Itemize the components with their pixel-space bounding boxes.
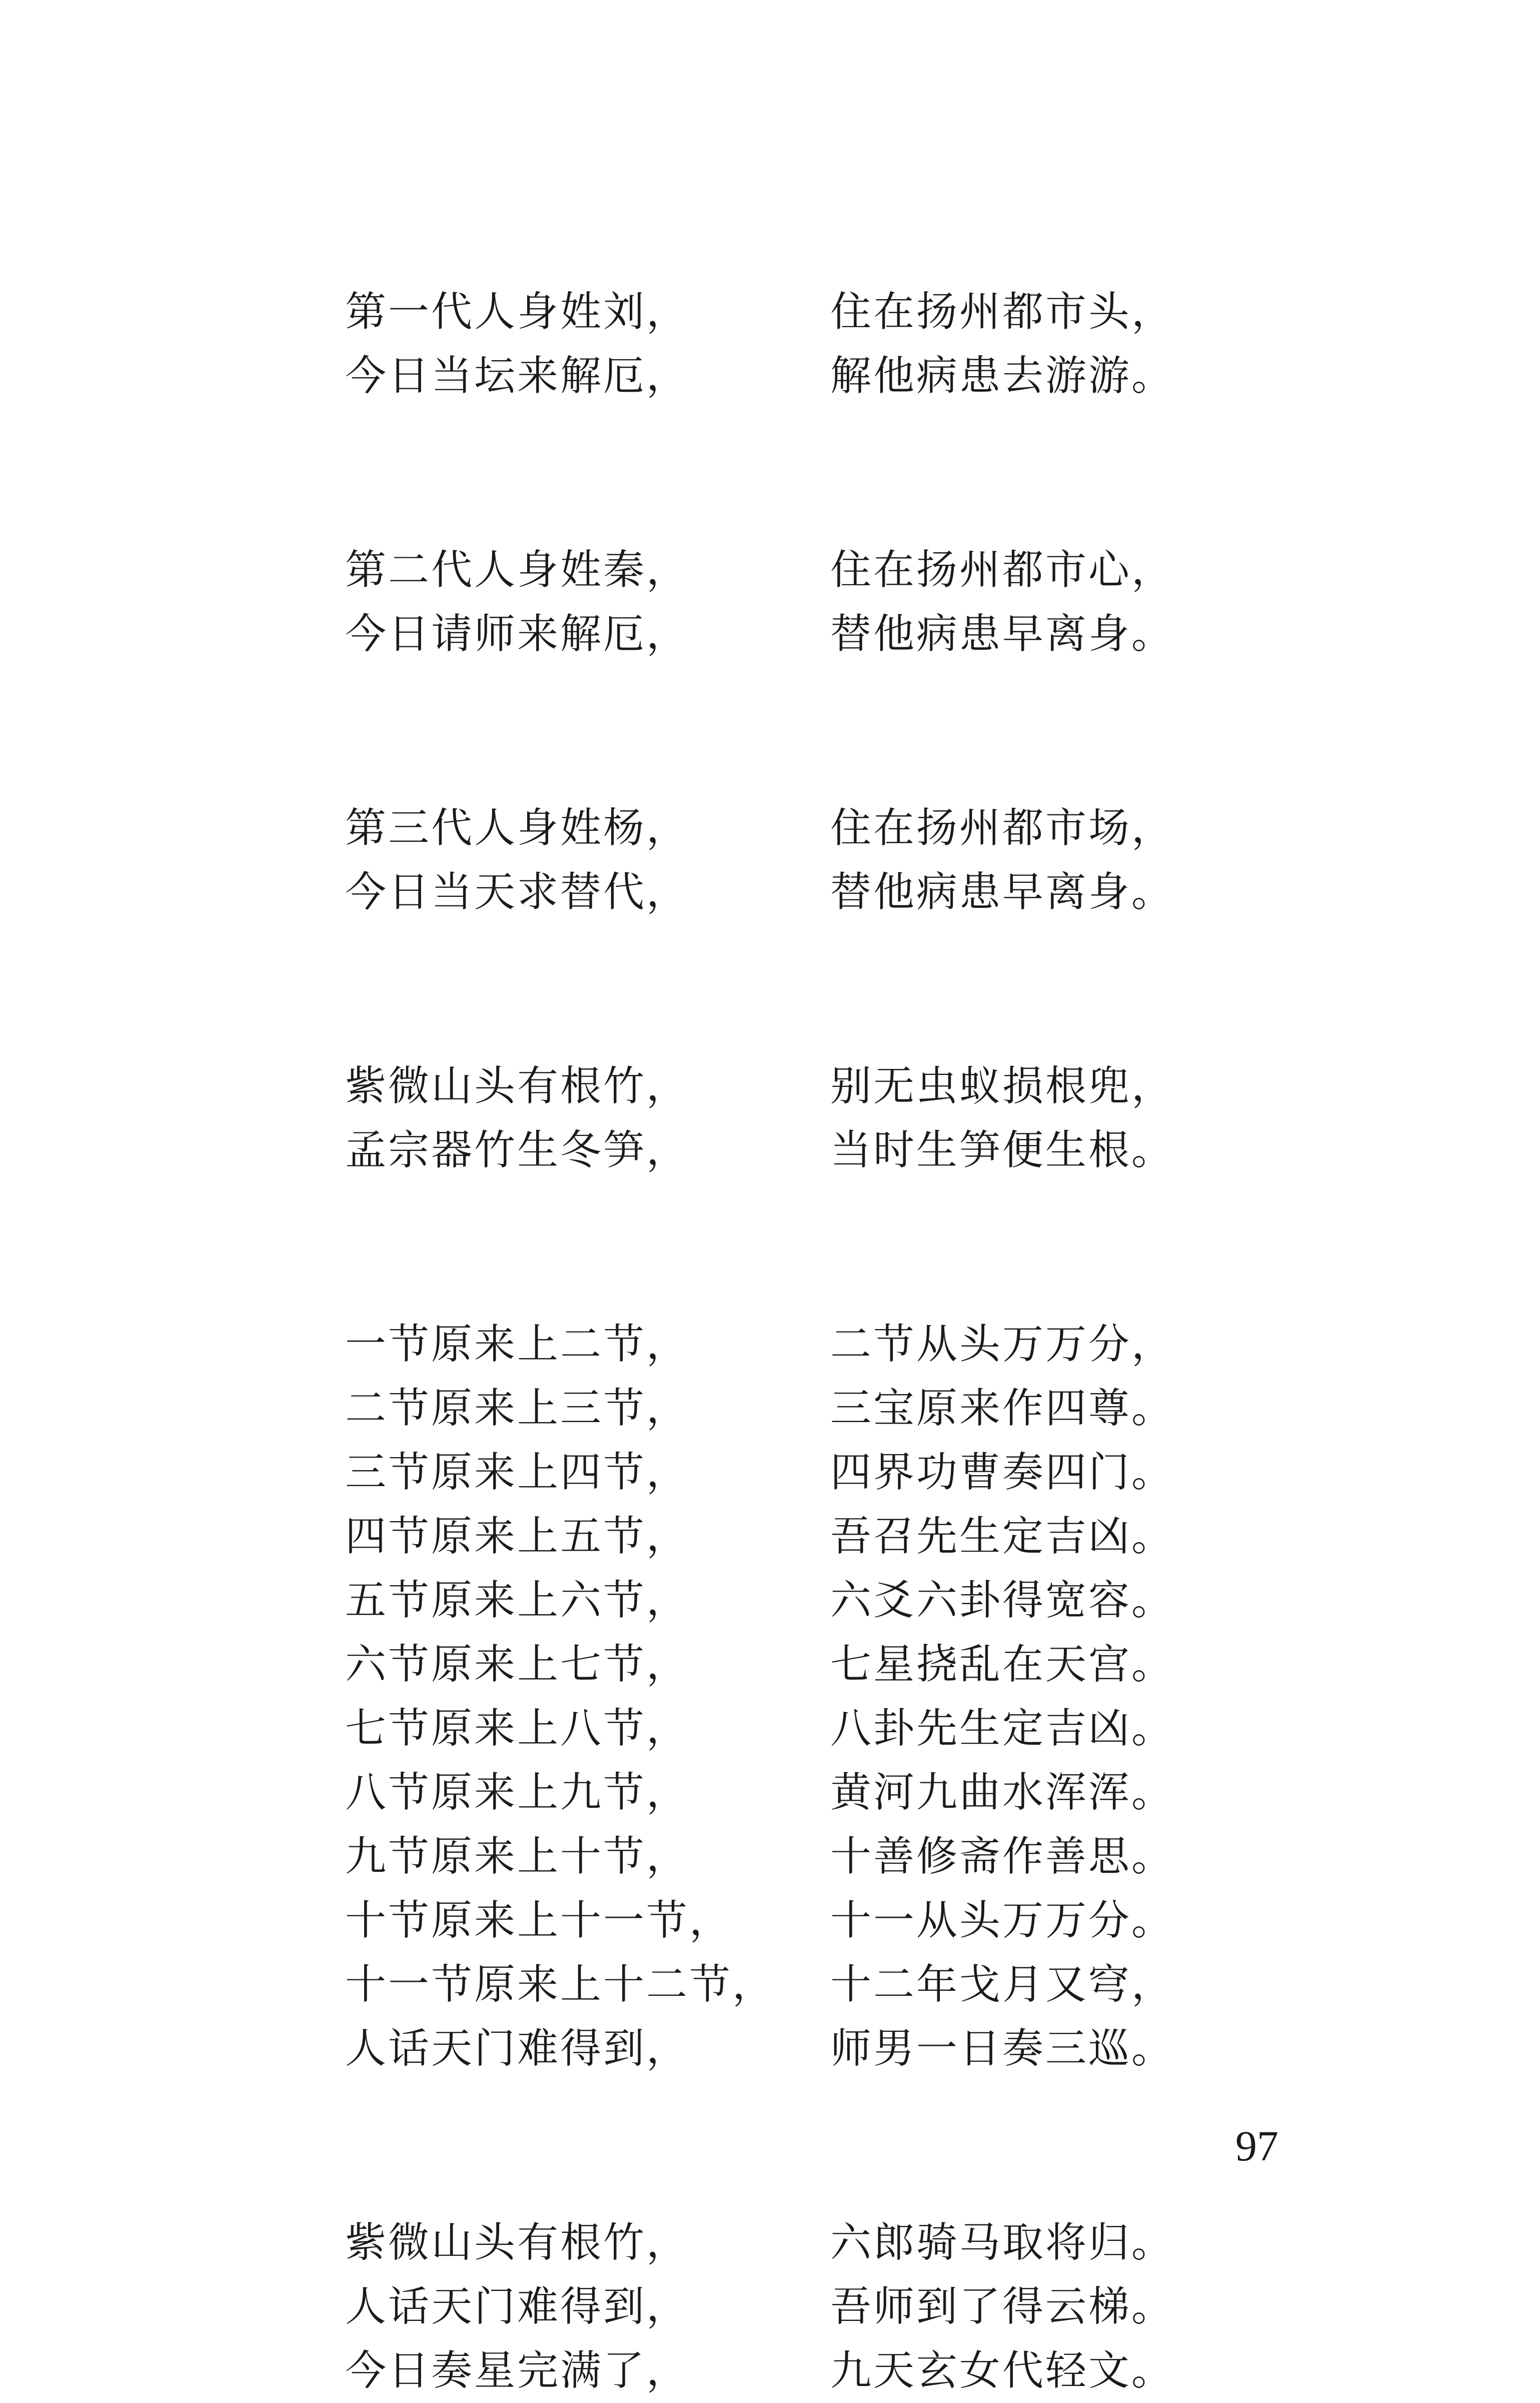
verse-second-half: 解他病患去游游。: [830, 352, 1175, 400]
verse-first-half: 今日当坛来解厄，: [345, 352, 690, 400]
verse-second-half: 黄河九曲水浑浑。: [830, 1769, 1175, 1816]
verse-first-half: 八节原来上九节，: [345, 1769, 690, 1816]
verse-line: [345, 2275, 1195, 2339]
verse-first-half: 十节原来上十一节，: [345, 1897, 733, 1944]
verse-line: [345, 538, 1195, 602]
verse-second-half: 住在扬州都市心，: [830, 546, 1175, 594]
verse-first-half: 四节原来上五节，: [345, 1513, 690, 1560]
verse-line: [345, 1761, 1195, 1825]
verse-line: [345, 1953, 1195, 2017]
verse-first-half: 今日奏星完满了，: [345, 2347, 690, 2394]
verse-line: [345, 1377, 1195, 1441]
verse-second-half: 七星挠乱在天宫。: [830, 1641, 1175, 1688]
verse-first-half: 九节原来上十节，: [345, 1833, 690, 1880]
verse-first-half: 五节原来上六节，: [345, 1577, 690, 1624]
verse-line: [345, 1505, 1195, 1569]
stanza-1: [345, 280, 1195, 408]
verse-second-half: 三宝原来作四尊。: [830, 1385, 1175, 1432]
verse-first-half: 十一节原来上十二节，: [345, 1961, 776, 2008]
verse-line: [345, 602, 1195, 666]
verse-second-half: 吾召先生定吉凶。: [830, 1513, 1175, 1560]
verse-first-half: 一节原来上二节，: [345, 1321, 690, 1368]
verse-line: [345, 1441, 1195, 1505]
verse-line: [345, 860, 1195, 924]
verse-second-half: 八卦先生定吉凶。: [830, 1705, 1175, 1752]
verse-second-half: 师男一日奏三巡。: [830, 2025, 1175, 2072]
verse-first-half: 紫微山头有根竹，: [345, 2219, 690, 2266]
verse-second-half: 别无虫蚁损根兜，: [830, 1062, 1175, 1110]
verse-line: [345, 1054, 1195, 1118]
poem-body: [345, 280, 1195, 2403]
stanza-4: [345, 1054, 1195, 1182]
verse-second-half: 四界功曹奏四门。: [830, 1449, 1175, 1496]
verse-second-half: 六爻六卦得宽容。: [830, 1577, 1175, 1624]
verse-second-half: 六郎骑马取将归。: [830, 2219, 1175, 2266]
verse-line: [345, 1633, 1195, 1697]
verse-line: [345, 1313, 1195, 1377]
verse-second-half: 二节从头万万分，: [830, 1321, 1175, 1368]
verse-second-half: 住在扬州都市场，: [830, 804, 1175, 852]
verse-first-half: 第二代人身姓秦，: [345, 546, 690, 594]
verse-first-half: 六节原来上七节，: [345, 1641, 690, 1688]
verse-first-half: 第一代人身姓刘，: [345, 288, 690, 336]
verse-line: [345, 2017, 1195, 2081]
verse-line: [345, 1889, 1195, 1953]
verse-first-half: 二节原来上三节，: [345, 1385, 690, 1432]
verse-first-half: 人话天门难得到，: [345, 2025, 690, 2072]
verse-line: [345, 1825, 1195, 1889]
verse-first-half: 第三代人身姓杨，: [345, 804, 690, 852]
verse-line: [345, 796, 1195, 860]
verse-line: [345, 280, 1195, 344]
verse-second-half: 十二年戈月又穹，: [830, 1961, 1175, 2008]
verse-first-half: 三节原来上四节，: [345, 1449, 690, 1496]
verse-line: [345, 1118, 1195, 1182]
verse-second-half: 替他病患早离身。: [830, 868, 1175, 916]
verse-second-half: 当时生笋便生根。: [830, 1126, 1175, 1174]
verse-line: [345, 1697, 1195, 1761]
verse-line: [345, 2339, 1195, 2403]
verse-second-half: 十善修斋作善思。: [830, 1833, 1175, 1880]
verse-first-half: 紫微山头有根竹，: [345, 1062, 690, 1110]
verse-second-half: 十一从头万万分。: [830, 1897, 1175, 1944]
verse-first-half: 今日当天求替代，: [345, 868, 690, 916]
stanza-2: [345, 538, 1195, 666]
verse-line: [345, 344, 1195, 408]
verse-first-half: 今日请师来解厄，: [345, 610, 690, 658]
verse-first-half: 人话天门难得到，: [345, 2283, 690, 2330]
stanza-3: [345, 796, 1195, 924]
verse-second-half: 替他病患早离身。: [830, 610, 1175, 658]
stanza-6: [345, 2211, 1195, 2403]
verse-second-half: 九天玄女代轻文。: [830, 2347, 1175, 2394]
page-number: 97: [1235, 2122, 1278, 2170]
verse-line: [345, 2211, 1195, 2275]
verse-first-half: 孟宗器竹生冬笋，: [345, 1126, 690, 1174]
verse-line: [345, 1569, 1195, 1633]
stanza-5: [345, 1313, 1195, 2081]
verse-first-half: 七节原来上八节，: [345, 1705, 690, 1752]
verse-second-half: 吾师到了得云梯。: [830, 2283, 1175, 2330]
verse-second-half: 住在扬州都市头，: [830, 288, 1175, 336]
